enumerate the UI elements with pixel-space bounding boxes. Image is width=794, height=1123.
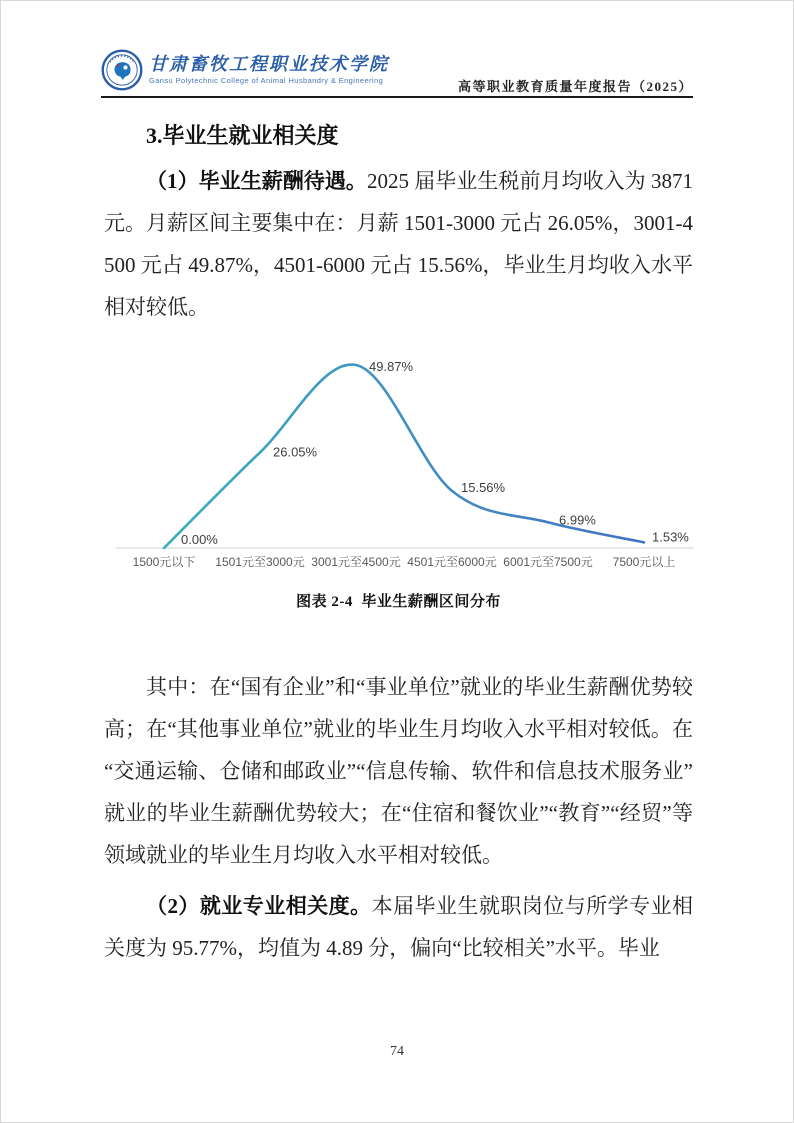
salary-line-chart: [116, 350, 694, 578]
report-title: 高等职业教育质量年度报告（2025）: [457, 79, 693, 94]
page-footer: [1, 1044, 793, 1060]
section-heading: 3.毕业生就业相关度: [146, 123, 339, 148]
data-labels-group: [181, 359, 689, 547]
paragraph-relevance: [104, 885, 693, 969]
chart-data-label: 1.53%: [652, 529, 689, 545]
chart-caption: 图表 2-4 毕业生薪酬区间分布: [296, 594, 501, 610]
chart-data-label: 6.99%: [559, 512, 596, 528]
chart-category-label: 1500元以下: [132, 555, 196, 569]
paragraph-salary-text: 2025 届毕业生税前月均收入为 3871 元。月薪区间主要集中在：月薪 1501-3000 元占 26.05%，3001-4500 元占 49.87%，4501-6000 元占 15.56%，毕业生月均收入水平相对较低。: [104, 169, 694, 319]
spacer: [104, 611, 693, 657]
paragraph-salary-lead: （1）毕业生薪酬待遇。: [146, 169, 367, 193]
paragraph-relevance-lead: （2）就业专业相关度。: [146, 894, 372, 918]
salary-distribution-chart: [104, 350, 693, 611]
chart-category-label: 7500元以上: [612, 555, 676, 569]
chart-category-label: 6001元至7500元: [503, 555, 593, 569]
chart-data-label: 0.00%: [181, 532, 218, 547]
chart-category-label: 1501元至3000元: [215, 555, 305, 569]
chart-category-label: 3001元至4500元: [311, 555, 401, 569]
college-name-en: Gansu Polytechnic College of Animal Husbandry & Engineering: [149, 76, 384, 85]
paragraph-employer-analysis: 其中：在“国有企业”和“事业单位”就业的毕业生薪酬优势较高；在“其他事业单位”就业的毕业生月均收入水平相对较低。在“交通运输、仓储和邮政业”“信息传输、软件和信息技术服务业”就业的毕业生薪酬优势较大；在“住宿和餐饮业”“教育”“经贸”等领域就业的毕业生月均收入水平相对较低。: [104, 675, 693, 867]
header-divider: [101, 96, 693, 98]
college-name-cn: 甘肃畜牧工程职业技术学院: [149, 54, 389, 74]
page-header: [101, 49, 693, 97]
paragraph-salary: [104, 160, 693, 328]
chart-data-label: 49.87%: [369, 359, 414, 374]
page-number: 74: [390, 1044, 404, 1059]
college-logo-icon: [101, 49, 143, 91]
paragraph-relevance-text: 本届毕业生就职岗位与所学专业相关度为 95.77%，均值为 4.89 分，偏向“比较相关”水平。毕业: [104, 894, 694, 960]
chart-data-label: 15.56%: [461, 479, 506, 495]
page-content: [104, 113, 693, 969]
college-name-block: [149, 49, 389, 85]
chart-data-label: 26.05%: [273, 444, 318, 460]
chart-category-label: 4501元至6000元: [407, 555, 497, 569]
category-labels-group: [133, 554, 676, 569]
